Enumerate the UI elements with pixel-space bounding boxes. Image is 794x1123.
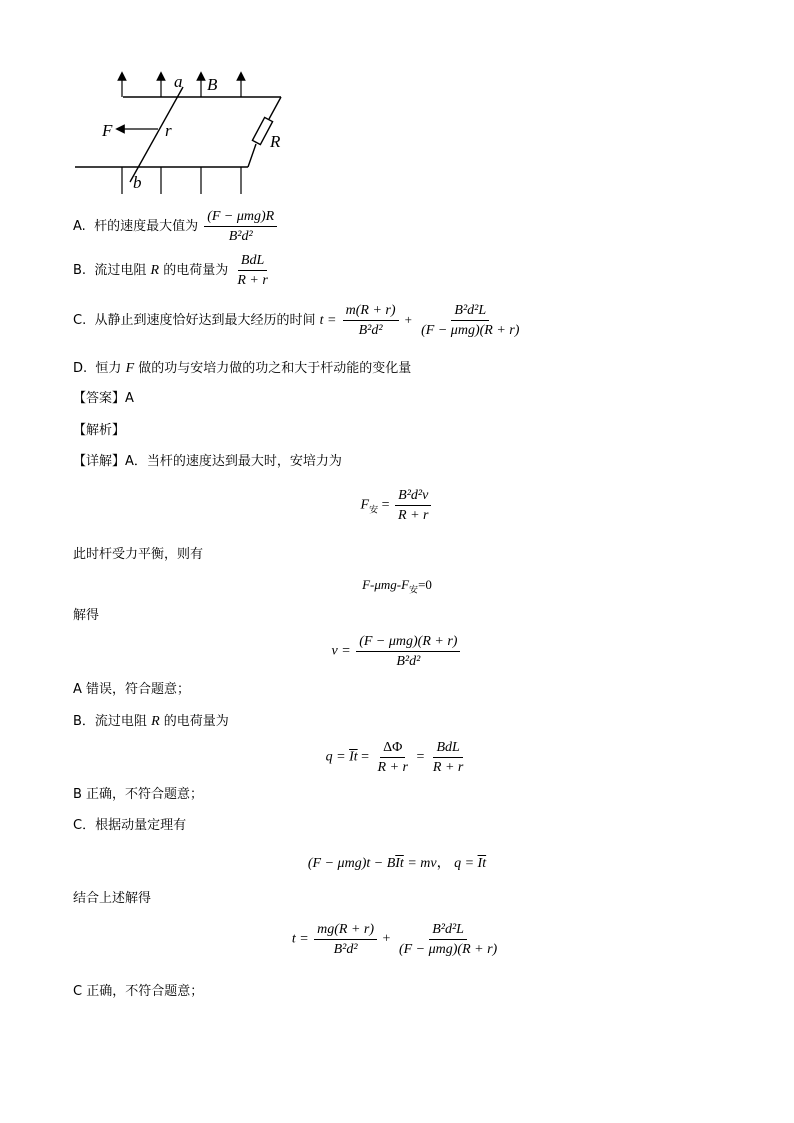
analysis-tag: 【解析】 xyxy=(73,423,126,438)
equation-2: $F-\mu mg-F_安=0$ xyxy=(362,577,432,595)
detail-line-7: C．根据动量定理有 xyxy=(73,818,187,833)
detail-line-4: A 错误，符合题意； xyxy=(73,682,191,697)
option-d: D. 恒力 F 做的功与安培力做的功之和大于杆动能的变化量 xyxy=(73,361,412,376)
option-b: B. 流过电阻 R 的电荷量为 $\frac{\text{BdL}}{R + r}$ xyxy=(73,253,273,288)
option-a-fraction: $\frac{\text{(F − μmg)R}}{\text{B²d²}}$ xyxy=(204,209,277,244)
detail-line-2: 此时杆受力平衡，则有 xyxy=(73,547,204,562)
option-c: C. 从静止到速度恰好达到最大经历的时间 t = $\frac{m(R + r)}{\text{B²d²}}$ + $\frac{\text{B²d²L}}{\text{(F − μmg)(R + r)}}$ xyxy=(73,303,520,338)
detail-line-8: 结合上述解得 xyxy=(73,891,152,906)
equation-6: t = $\frac{mg(R + r)}{\text{B²d²}}$ + $\frac{\text{B²d²L}}{\text{(F − μmg)(R + r)}}$ xyxy=(291,922,498,957)
detail-line-3: 解得 xyxy=(73,608,100,623)
circuit-diagram xyxy=(70,66,300,198)
detail-line-1: 【详解】A．当杆的速度达到最大时，安培力为 xyxy=(73,454,342,469)
equation-3: v = $\frac{\text{(F − μmg)(R + r)}}{\text{B²d²}}$ xyxy=(0,634,794,669)
equation-4: $q = \overline{It}$ = $\frac{\Delta\Phi}{R + r}$ = $\frac{\text{BdL}}{R + r}$ xyxy=(325,740,464,775)
detail-line-5: B．流过电阻 R 的电荷量为 xyxy=(73,714,229,729)
label-F: F xyxy=(102,121,113,140)
answer-line: 【答案】A xyxy=(73,391,134,406)
label-B: B xyxy=(207,75,218,94)
label-b: b xyxy=(133,173,142,192)
option-a: A. 杆的速度最大值为 $\frac{\text{(F − μmg)R}}{\text{B²d²}}$ xyxy=(73,209,279,244)
label-R: R xyxy=(270,132,281,151)
equation-1: $F_安$ = $\frac{\text{B²d²v}}{R + r}$ xyxy=(0,488,794,523)
equation-5: $(F - \mu mg)t - B\overline{It}$ = mv， $q = \overline{It}$ xyxy=(307,856,487,871)
detail-line-9: C 正确，不符合题意； xyxy=(73,984,204,999)
label-r: r xyxy=(165,121,172,140)
detail-line-6: B 正确，不符合题意； xyxy=(73,787,204,802)
rod-ab xyxy=(130,87,183,182)
option-b-fraction: $\frac{\text{BdL}}{R + r}$ xyxy=(237,253,268,288)
label-a: a xyxy=(174,72,183,91)
